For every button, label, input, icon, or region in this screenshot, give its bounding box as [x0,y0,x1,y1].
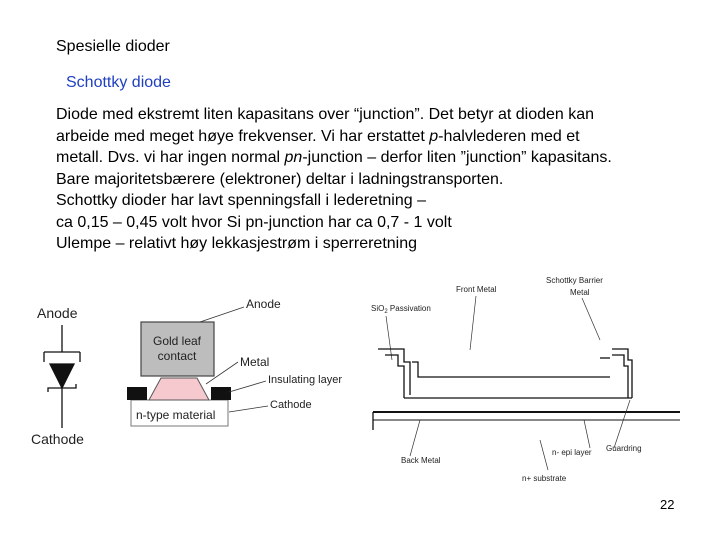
body-line: ca 0,15 – 0,45 volt hvor Si pn-junction har ca 0,7 - 1 volt [56,213,452,231]
schottky-barrier-label-2: Metal [570,288,590,297]
symbol-cathode-label: Cathode [31,431,84,447]
insulating-layer-label: Insulating layer [268,374,342,386]
insulating-left [127,387,147,400]
body-line: Bare majoritetsbærere (elektroner) deltar i ladningstransporten. [56,170,504,188]
body-line: Diode med ekstremt liten kapasitans over “junction”. Det betyr at dioden kan [56,106,595,123]
gold-leaf-label-1: Gold leaf [152,334,202,348]
n-type-label: n-type material [136,408,216,422]
symbol-anode-label: Anode [37,305,78,321]
page-number: 22 [660,497,675,512]
body-line: arbeide med meget høye frekvenser. Vi har erstattet p-halvlederen med et [56,127,580,145]
body-line: Schottky dioder har lavt spenningsfall i lederetning – [56,192,426,209]
metal-label: Metal [240,355,270,369]
cross-cathode-label: Cathode [270,399,312,411]
gold-leaf-label-2: contact [157,349,197,363]
structure-diagram [371,276,680,483]
back-metal-label: Back Metal [401,456,441,465]
n-plus-substrate-label: n+ substrate [522,474,567,483]
diode-triangle-icon [50,364,74,388]
body-line: Ulempe – relativt høy lekkasjestrøm i sperreretning [56,235,418,252]
guardring-label: Guardring [606,444,642,453]
metal-contact [149,378,209,400]
slide-subtitle: Schottky diode [66,74,171,91]
italic-fragment: p [429,127,439,145]
italic-fragment: pn [284,149,303,166]
n-epi-label: n- epi layer [552,448,592,457]
body-line: metall. Dvs. vi har ingen normal pn-junction – derfor liten ”junction” kapasitans. [56,149,612,166]
insulating-right [211,387,231,400]
slide-title: Spesielle dioder [56,38,170,55]
diode-symbol [31,305,84,447]
sio2-passivation-label: SiO$_2$ Passivation [371,304,431,315]
cross-anode-label: Anode [246,297,281,311]
front-metal-label: Front Metal [456,285,497,294]
cross-section-diagram [127,297,342,426]
schottky-barrier-label-1: Schottky Barrier [546,276,603,285]
